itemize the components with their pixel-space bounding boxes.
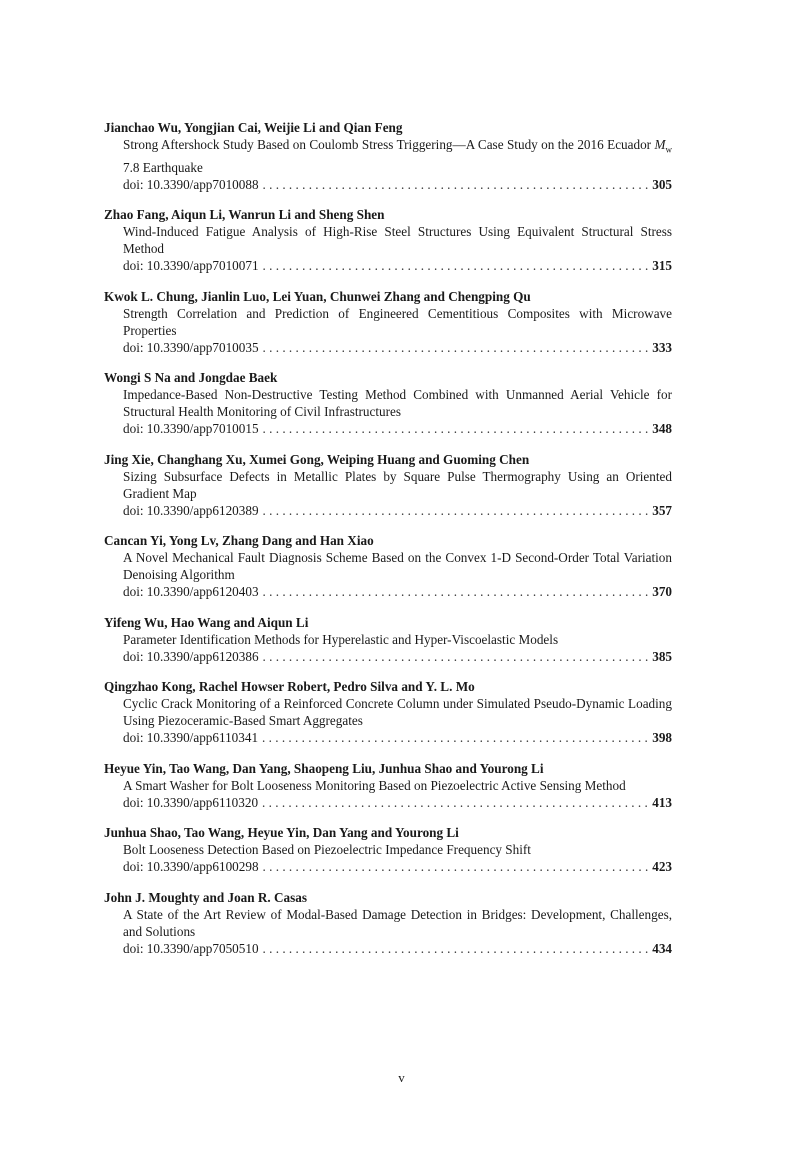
table-of-contents <box>104 119 672 970</box>
entry-doi[interactable]: doi: 10.3390/app6120386 <box>123 648 259 664</box>
doi-line <box>123 420 672 437</box>
dot-leader <box>263 420 649 437</box>
toc-entry <box>104 678 672 746</box>
dot-leader <box>263 583 649 600</box>
toc-entry <box>104 369 672 437</box>
toc-entry <box>104 614 672 665</box>
toc-entry <box>104 824 672 875</box>
dot-leader <box>262 794 648 811</box>
entry-authors: John J. Moughty and Joan R. Casas <box>104 889 307 905</box>
entry-body <box>104 223 672 274</box>
entry-body <box>104 549 672 600</box>
entry-body <box>104 386 672 437</box>
doi-line <box>123 729 672 746</box>
entry-page[interactable]: 370 <box>652 584 672 600</box>
entry-title: A Smart Washer for Bolt Looseness Monitoring Based on Piezoelectric Active Sensing Method <box>123 777 626 793</box>
entry-doi[interactable]: doi: 10.3390/app6120403 <box>123 584 259 600</box>
entry-authors: Jing Xie, Changhang Xu, Xumei Gong, Weiping Huang and Guoming Chen <box>104 451 530 467</box>
doi-line <box>123 257 672 274</box>
entry-authors: Yifeng Wu, Hao Wang and Aiqun Li <box>104 614 309 630</box>
entry-body <box>104 631 672 665</box>
dot-leader <box>263 257 649 274</box>
toc-entry <box>104 451 672 519</box>
doi-line <box>123 502 672 519</box>
entry-authors: Kwok L. Chung, Jianlin Luo, Lei Yuan, Chunwei Zhang and Chengping Qu <box>104 288 531 304</box>
entry-body <box>104 695 672 746</box>
entry-title: Cyclic Crack Monitoring of a Reinforced Concrete Column under Simulated Pseudo-Dynamic Loading Using Piezoceramic-Based Smart Aggregates <box>123 696 672 729</box>
entry-doi[interactable]: doi: 10.3390/app6110341 <box>123 730 259 746</box>
entry-authors: Heyue Yin, Tao Wang, Dan Yang, Shaopeng Liu, Junhua Shao and Yourong Li <box>104 760 544 776</box>
magnitude-subscript: w <box>665 144 672 155</box>
entry-doi[interactable]: doi: 10.3390/app7010071 <box>123 258 259 274</box>
entry-doi[interactable]: doi: 10.3390/app7050510 <box>123 940 259 956</box>
entry-authors: Cancan Yi, Yong Lv, Zhang Dang and Han Xiao <box>104 533 374 549</box>
doi-line <box>123 339 672 356</box>
magnitude-symbol: M <box>654 137 666 152</box>
entry-body <box>104 906 672 957</box>
dot-leader <box>262 729 648 746</box>
entry-body <box>104 841 672 875</box>
doi-line <box>123 176 672 193</box>
toc-entry <box>104 288 672 356</box>
toc-entry <box>104 532 672 600</box>
doi-line <box>123 794 672 811</box>
entry-body <box>104 136 672 193</box>
entry-doi[interactable]: doi: 10.3390/app6120389 <box>123 502 259 518</box>
entry-page[interactable]: 315 <box>652 258 672 274</box>
entry-body <box>104 468 672 519</box>
entry-page[interactable]: 385 <box>652 648 672 664</box>
entry-title-text: Strong Aftershock Study Based on Coulomb Stress Triggering—A Case Study on the 2016 Ecuador <box>123 137 655 152</box>
entry-title: Parameter Identification Methods for Hyperelastic and Hyper-Viscoelastic Models <box>123 631 559 647</box>
entry-page[interactable]: 423 <box>652 859 672 875</box>
entry-title: Sizing Subsurface Defects in Metallic Plates by Square Pulse Thermography Using an Oriented Gradient Map <box>123 468 672 501</box>
entry-page[interactable]: 357 <box>652 502 672 518</box>
entry-authors: Jianchao Wu, Yongjian Cai, Weijie Li and Qian Feng <box>104 120 403 135</box>
dot-leader <box>263 940 649 957</box>
dot-leader <box>263 502 649 519</box>
entry-body <box>104 777 672 811</box>
dot-leader <box>263 648 649 665</box>
entry-title: Strength Correlation and Prediction of Engineered Cementitious Composites with Microwave Properties <box>123 305 672 338</box>
entry-title-end: 7.8 Earthquake <box>123 159 203 175</box>
entry-page[interactable]: 333 <box>652 339 672 355</box>
entry-authors: Qingzhao Kong, Rachel Howser Robert, Pedro Silva and Y. L. Mo <box>104 679 475 695</box>
entry-page[interactable]: 434 <box>652 940 672 956</box>
doi-line <box>123 940 672 957</box>
doi-line <box>123 583 672 600</box>
toc-entry <box>104 889 672 957</box>
doi-line <box>123 648 672 665</box>
entry-authors: Junhua Shao, Tao Wang, Heyue Yin, Dan Yang and Yourong Li <box>104 825 459 841</box>
dot-leader <box>263 339 649 356</box>
page-number: v <box>398 1070 405 1085</box>
entry-title <box>123 136 672 176</box>
entry-doi[interactable]: doi: 10.3390/app7010035 <box>123 339 259 355</box>
entry-doi[interactable]: doi: 10.3390/app6110320 <box>123 794 259 810</box>
entry-title: Bolt Looseness Detection Based on Piezoelectric Impedance Frequency Shift <box>123 842 531 858</box>
entry-page[interactable]: 305 <box>652 176 672 192</box>
entry-doi[interactable]: doi: 10.3390/app6100298 <box>123 859 259 875</box>
entry-page[interactable]: 348 <box>652 421 672 437</box>
entry-authors: Zhao Fang, Aiqun Li, Wanrun Li and Sheng Shen <box>104 207 385 223</box>
entry-title: A Novel Mechanical Fault Diagnosis Scheme Based on the Convex 1-D Second-Order Total Variation Denoising Algorithm <box>123 550 672 583</box>
entry-body <box>104 305 672 356</box>
entry-page[interactable]: 398 <box>652 730 672 746</box>
dot-leader <box>263 176 649 193</box>
entry-title: Impedance-Based Non-Destructive Testing Method Combined with Unmanned Aerial Vehicle for Structural Health Monitoring of Civil Infrastructures <box>123 387 672 420</box>
entry-doi[interactable]: doi: 10.3390/app7010015 <box>123 421 259 437</box>
doi-line <box>123 858 672 875</box>
dot-leader <box>263 858 649 875</box>
entry-title: A State of the Art Review of Modal-Based Damage Detection in Bridges: Development, Challenges, and Solutions <box>123 906 672 939</box>
toc-entry <box>104 119 672 193</box>
toc-entry <box>104 760 672 811</box>
entry-doi[interactable]: doi: 10.3390/app7010088 <box>123 176 259 192</box>
entry-page[interactable]: 413 <box>652 794 672 810</box>
entry-authors: Wongi S Na and Jongdae Baek <box>104 370 278 386</box>
toc-entry <box>104 206 672 274</box>
entry-title: Wind-Induced Fatigue Analysis of High-Rise Steel Structures Using Equivalent Structural Stress Method <box>123 224 672 257</box>
